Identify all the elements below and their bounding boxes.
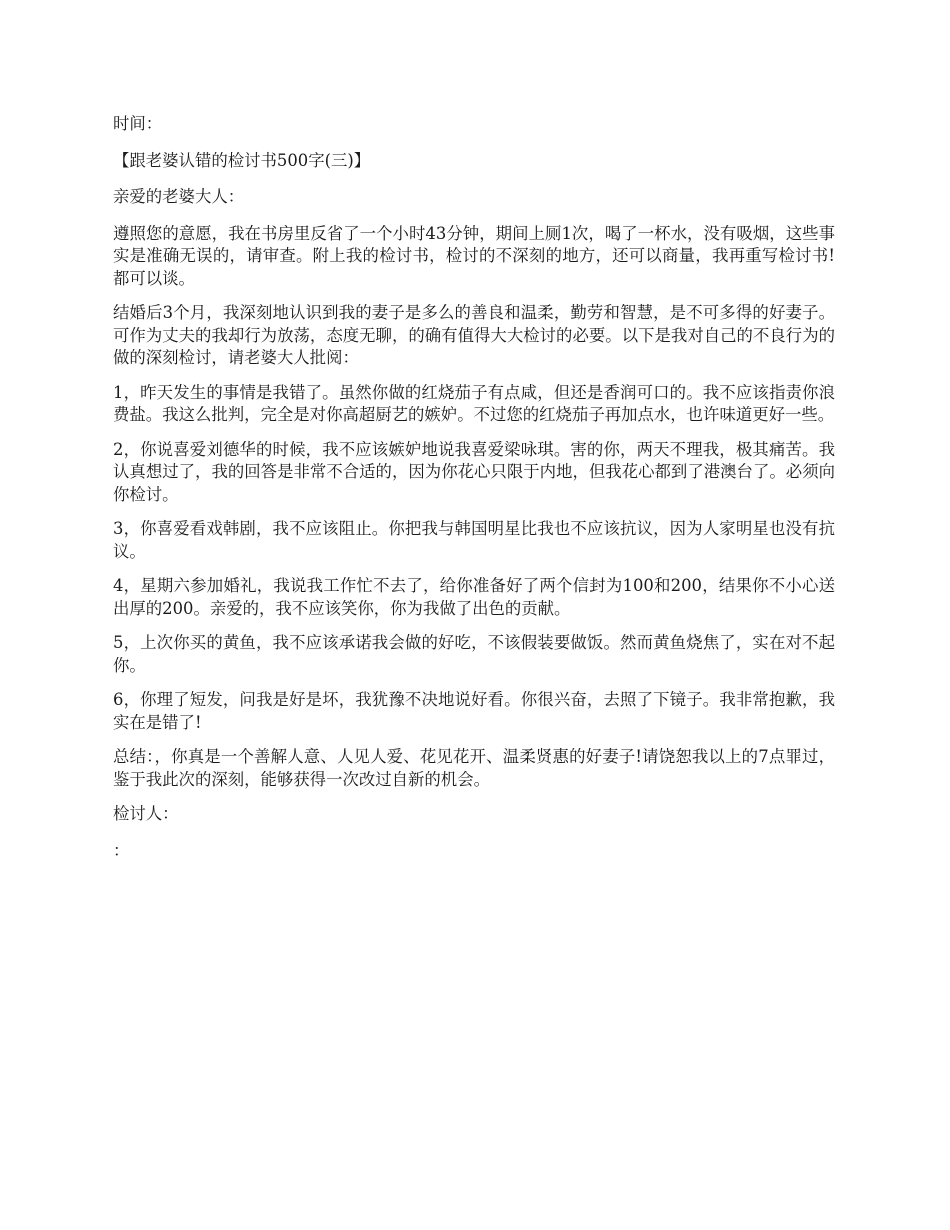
paragraph-item-6: 6，你理了短发，问我是好是坏，我犹豫不决地说好看。你很兴奋，去照了下镜子。我非常抱歉，我实在是错了!	[113, 690, 835, 732]
paragraph-item-5: 5，上次你买的黄鱼，我不应该承诺我会做的好吃，不该假装要做饭。然而黄鱼烧焦了，实在对不起你。	[113, 633, 835, 675]
paragraph-item-2: 2，你说喜爱刘德华的时候，我不应该嫉妒地说我喜爱梁咏琪。害的你，两天不理我，极其痛苦。我认真想过了，我的回答是非常不合适的，因为你花心只限于内地，但我花心都到了港澳台了。必须向你检讨。	[113, 439, 835, 504]
paragraph-summary: 总结：，你真是一个善解人意、人见人爱、花见花开、温柔贤惠的好妻子!请饶恕我以上的7点罪过，鉴于我此次的深刻，能够获得一次改过自新的机会。	[113, 747, 835, 789]
paragraph-background: 结婚后3个月，我深刻地认识到我的妻子是多么的善良和温柔，勤劳和智慧，是不可多得的好妻子。可作为丈夫的我却行为放荡，态度无聊，的确有值得大大检讨的必要。以下是我对自己的不良行为的做的深刻检讨，请老婆大人批阅：	[113, 303, 835, 367]
salutation: 亲爱的老婆大人：	[113, 187, 245, 206]
trailing-colon: ：	[113, 840, 130, 860]
paragraph-item-4: 4，星期六参加婚礼，我说我工作忙不去了，给你准备好了两个信封为100和200，结果你不小心送出厚的200。亲爱的，我不应该笑你，你为我做了出色的贡献。	[113, 576, 835, 618]
paragraph-item-3: 3，你喜爱看戏韩剧，我不应该阻止。你把我与韩国明星比我也不应该抗议，因为人家明星也没有抗议。	[113, 519, 835, 561]
signer-label: 检讨人：	[113, 804, 179, 823]
document-body	[113, 113, 835, 876]
paragraph-item-1: 1，昨天发生的事情是我错了。虽然你做的红烧茄子有点咸，但还是香润可口的。我不应该指责你浪费盐。我这么批判，完全是对你高超厨艺的嫉妒。不过您的红烧茄子再加点水，也许味道更好一些。	[113, 382, 835, 424]
paragraph-intro: 遵照您的意愿，我在书房里反省了一个小时43分钟，期间上厕1次，喝了一杯水，没有吸烟，这些事实是准确无误的，请审查。附上我的检讨书，检讨的不深刻的地方，还可以商量，我再重写检讨书!都可以谈。	[113, 223, 835, 288]
time-label: 时间：	[113, 114, 163, 133]
document-heading: 【跟老婆认错的检讨书500字(三)】	[113, 150, 371, 170]
